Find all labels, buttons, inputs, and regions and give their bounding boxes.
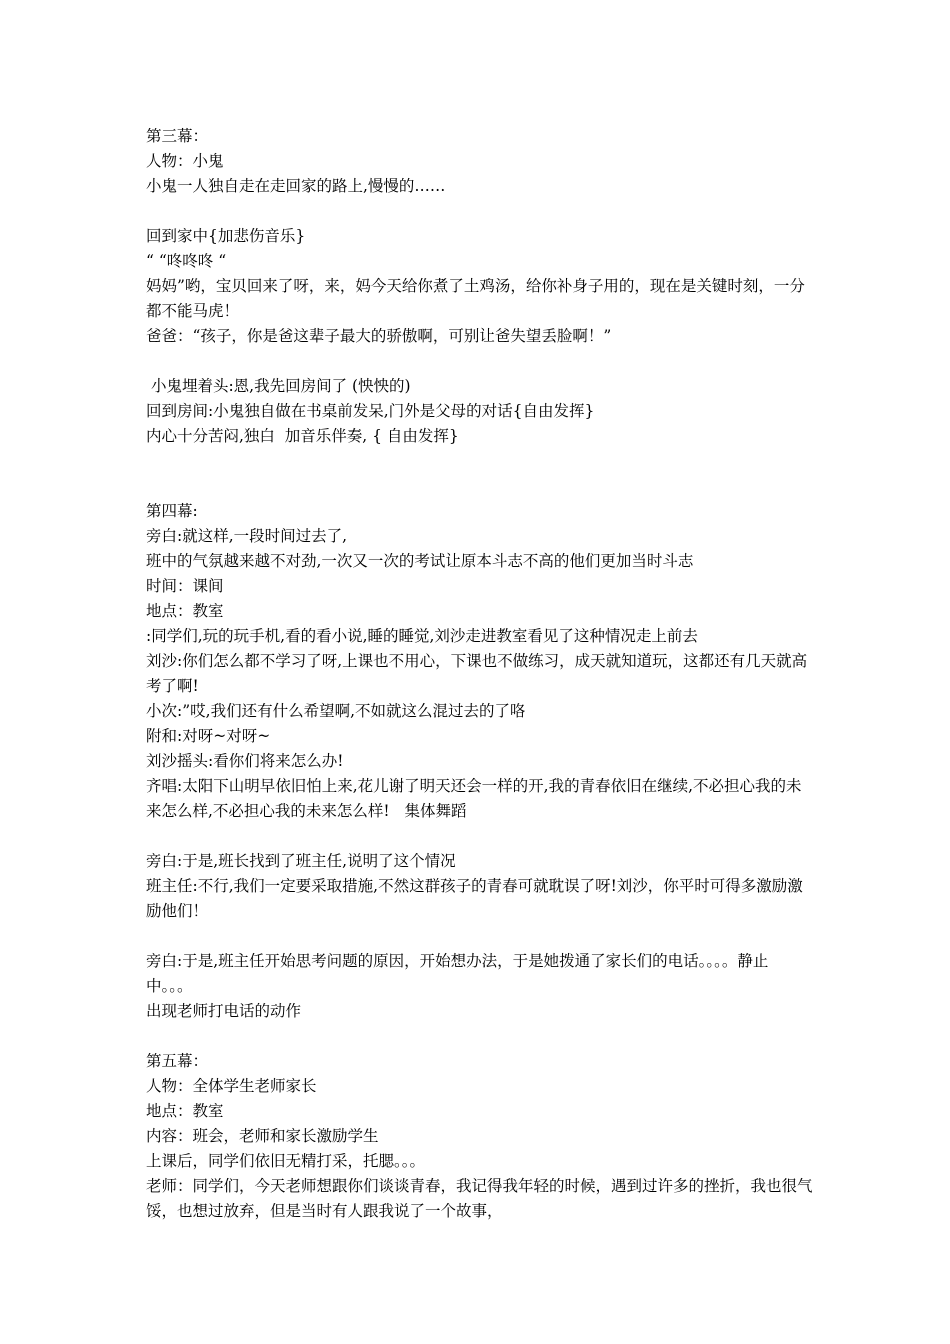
act4-line: :同学们,玩的玩手机,看的看小说,睡的睡觉,刘沙走进教室看见了这种情况走上前去 bbox=[146, 627, 698, 645]
act4-line: 班主任:不行,我们一定要采取措施,不然这群孩子的青春可就耽误了呀!刘沙，你平时可得多激励激励他们！ bbox=[146, 877, 803, 920]
act5-line: 老师：同学们，今天老师想跟你们谈谈青春，我记得我年轻的时候，遇到过许多的挫折，我也很气馁，也想过放弃，但是当时有人跟我说了一个故事， bbox=[146, 1177, 813, 1220]
act4-line: 旁白:于是,班长找到了班主任,说明了这个情况 bbox=[146, 852, 456, 870]
act4-line: 班中的气氛越来越不对劲,一次又一次的考试让原本斗志不高的他们更加当时斗志 bbox=[146, 552, 694, 570]
act3-line: 妈妈”哟，宝贝回来了呀，来，妈今天给你煮了土鸡汤，给你补身子用的，现在是关键时刻，一分都不能马虎！ bbox=[146, 277, 805, 320]
paragraph-gap bbox=[146, 199, 814, 224]
paragraph-gap bbox=[146, 349, 814, 374]
act5-line: 人物：全体学生老师家长 bbox=[146, 1077, 317, 1095]
act4-line: 刘沙摇头:看你们将来怎么办! bbox=[146, 752, 344, 770]
act5-heading: 第五幕： bbox=[146, 1052, 209, 1070]
act4-line: 刘沙:你们怎么都不学习了呀,上课也不用心，下课也不做练习，成天就知道玩，这都还有几天就高考了啊! bbox=[146, 652, 808, 695]
act4-line: 出现老师打电话的动作 bbox=[146, 1002, 302, 1020]
act3-heading: 第三幕： bbox=[146, 127, 209, 145]
act4-line: 时间：课间 bbox=[146, 577, 224, 595]
act4-heading: 第四幕: bbox=[146, 502, 198, 520]
act4-line: 地点：教室 bbox=[146, 602, 224, 620]
act4-line: 旁白:就这样,一段时间过去了, bbox=[146, 527, 348, 545]
act4-line: 小次:”哎,我们还有什么希望啊,不如就这么混过去的了咯 bbox=[146, 702, 526, 720]
act5-line: 地点：教室 bbox=[146, 1102, 224, 1120]
paragraph-gap bbox=[146, 1024, 814, 1049]
act4-line: 旁白:于是,班主任开始思考问题的原因，开始想办法，于是她拨通了家长们的电话。。。。静止中。。。 bbox=[146, 952, 769, 995]
act3-line: 爸爸：“孩子，你是爸这辈子最大的骄傲啊，可别让爸失望丢脸啊！” bbox=[146, 327, 612, 345]
act3-line: 内心十分苦闷,独白 加音乐伴奏, { 自由发挥} bbox=[146, 427, 459, 445]
act3-line: 回到房间:小鬼独自做在书桌前发呆,门外是父母的对话{自由发挥} bbox=[146, 402, 595, 420]
act4-line: 齐唱:太阳下山明早依旧怕上来,花儿谢了明天还会一样的开,我的青春依旧在继续,不必担心我的未来怎么样,不必担心我的未来怎么样! 集体舞蹈 bbox=[146, 777, 802, 820]
act5-line: 上课后，同学们依旧无精打采，托腮。。。 bbox=[146, 1152, 426, 1170]
act3-characters: 人物：小鬼 bbox=[146, 152, 224, 170]
act5-line: 内容：班会，老师和家长激励学生 bbox=[146, 1127, 379, 1145]
act3-line: 回到家中{加悲伤音乐} bbox=[146, 227, 306, 245]
act4-line: 附和:对呀~对呀~ bbox=[146, 727, 271, 745]
paragraph-gap bbox=[146, 824, 814, 849]
document-body bbox=[146, 124, 814, 1224]
act3-line: 小鬼埋着头:恩,我先回房间了 (怏怏的) bbox=[146, 377, 411, 395]
section-gap bbox=[146, 449, 814, 499]
paragraph-gap bbox=[146, 924, 814, 949]
act3-line: “ “咚咚咚 “ bbox=[146, 252, 227, 270]
act3-line: 小鬼一人独自走在走回家的路上,慢慢的…… bbox=[146, 177, 446, 195]
